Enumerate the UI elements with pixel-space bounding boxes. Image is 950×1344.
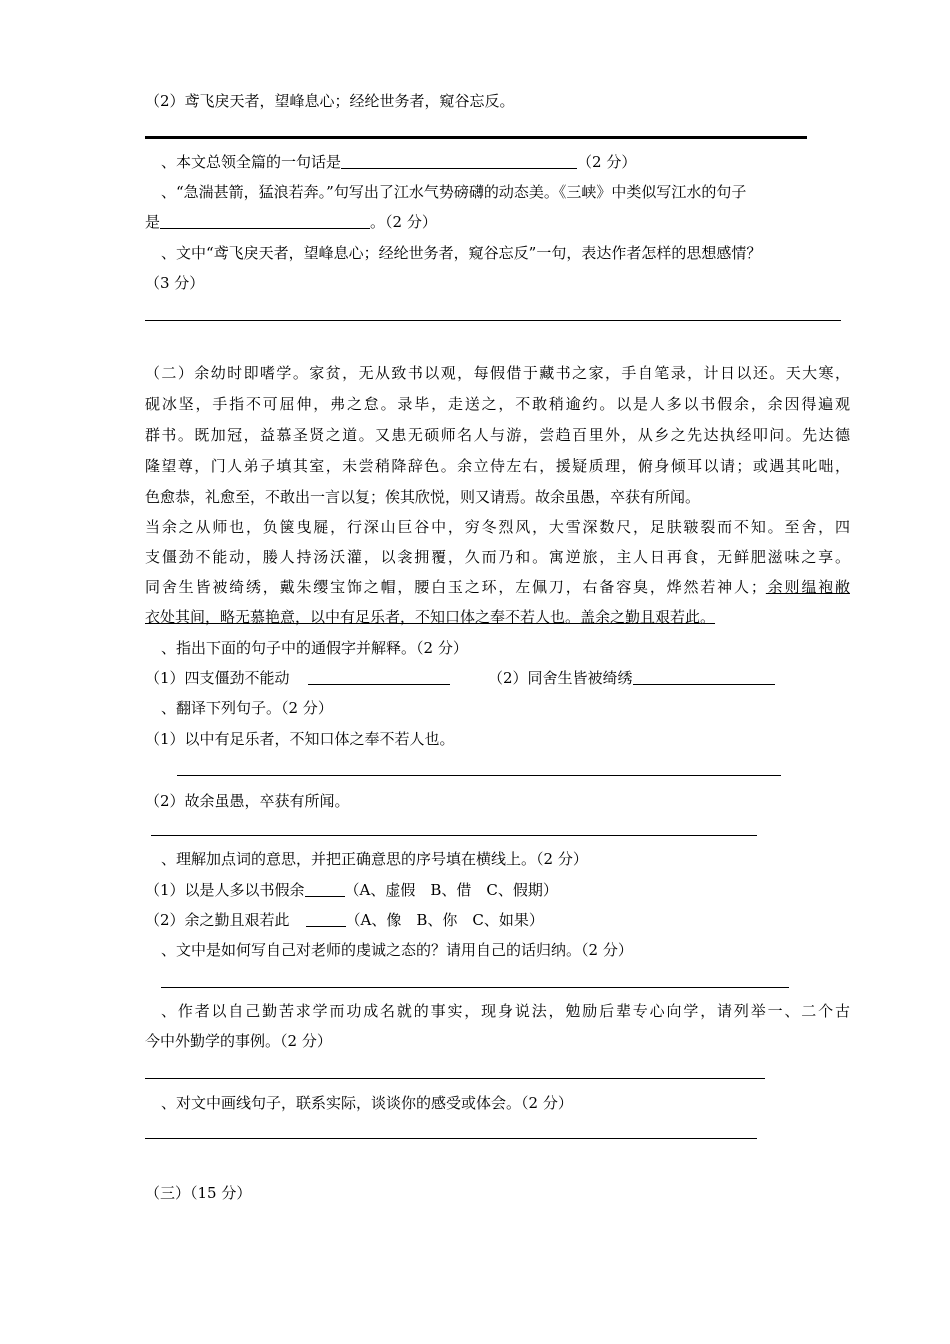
question-text: 、本文总领全篇的一句话是 (161, 153, 342, 171)
question-reflection: 、对文中画线句子，联系实际，谈谈你的感受或体会。（2 分） (161, 1094, 573, 1112)
passage-text: 同舍生皆被绮绣，戴朱缨宝饰之帽，腰白玉之环，左佩刀，右备容臭，烨然若神人； (145, 578, 766, 596)
passage-line: 当余之从师也，负箧曳屣，行深山巨谷中，穷冬烈风，大雪深数尺，足肤皲裂而不知。至舍，四 (145, 518, 850, 536)
passage-line: 群书。既加冠，益慕圣贤之道。又患无硕师名人与游，尝趋百里外，从乡之先达执经叩问。先达德 (145, 426, 850, 444)
tongjiazi-item-2 (488, 668, 775, 688)
passage-line: 色愈恭，礼愈至，不敢出一言以复；俟其欣悦，则又请焉。故余虽愚，卒获有所闻。 (145, 488, 701, 506)
question-summary-sentence (161, 152, 636, 172)
question-river-sentence-line1: 、“急湍甚箭，猛浪若奔。”句写出了江水气势磅礴的动态美。《三峡》中类似写江水的句子 (161, 183, 747, 201)
question-river-sentence-line2 (145, 212, 437, 232)
answer-blank[interactable] (306, 911, 346, 927)
passage-line (145, 607, 715, 627)
question-feelings-line2: （3 分） (145, 274, 205, 292)
passage-line (145, 577, 850, 597)
question-attitude: 、文中是如何写自己对老师的虔诚之态的？请用自己的话归纳。（2 分） (161, 941, 633, 959)
word-meaning-item-2 (145, 910, 544, 930)
item-text: （2）余之勤且艰若此 (145, 911, 290, 929)
question-translate: 、翻译下列句子。（2 分） (161, 699, 333, 717)
answer-line-translate-2[interactable] (151, 835, 757, 836)
options: （A、虚假 B、借 C、假期） (344, 881, 558, 899)
translate-item-2: （2）故余虽愚，卒获有所闻。 (145, 792, 350, 810)
underlined-sentence: 衣处其间，略无慕艳意，以中有足乐者，不知口体之奉不若人也。盖余之勤且艰若此。 (145, 608, 716, 626)
score: （2 分） (577, 153, 637, 171)
answer-line-feelings[interactable] (145, 320, 841, 321)
question-tongjiazi: 、指出下面的句子中的通假字并解释。（2 分） (161, 639, 468, 657)
options: （A、像 B、你 C、如果） (345, 911, 544, 929)
answer-line-reflection[interactable] (145, 1138, 757, 1139)
item-text: （1）以是人多以书假余 (145, 881, 305, 899)
answer-blank[interactable] (633, 669, 775, 685)
tongjiazi-item-1 (145, 668, 450, 688)
translate-item-1: （1）以中有足乐者，不知口体之奉不若人也。 (145, 730, 455, 748)
question-text: 是 (145, 213, 161, 231)
passage-line: 隆望尊，门人弟子填其室，未尝稍降辞色。余立侍左右，援疑质理，俯身倾耳以请；或遇其叱咄， (145, 457, 850, 475)
sentence-2: （2）鸢飞戾天者，望峰息心；经纶世务者，窥谷忘反。 (145, 92, 515, 110)
answer-line-attitude[interactable] (161, 987, 789, 988)
question-examples-line2: 今中外勤学的事例。（2 分） (145, 1032, 332, 1050)
question-examples-line1: 、作者以自己勤苦求学而功成名就的事实，现身说法，勉励后辈专心向学，请列举一、二个古 (161, 1002, 850, 1020)
score: 。（2 分） (370, 213, 437, 231)
answer-blank[interactable] (160, 213, 370, 229)
passage-line: 支僵劲不能动，媵人持汤沃灌，以衾拥覆，久而乃和。寓逆旅，主人日再食，无鲜肥滋味之享。 (145, 548, 850, 566)
answer-line-translation (145, 136, 807, 139)
item-text: （2）同舍生皆被绮绣 (488, 669, 633, 687)
underlined-sentence: 余则缊袍敝 (765, 578, 850, 596)
answer-blank[interactable] (305, 881, 345, 897)
passage-line: 砚冰坚，手指不可屈伸，弗之怠。录毕，走送之，不敢稍逾约。以是人多以书假余，余因得遍观 (145, 395, 850, 413)
word-meaning-item-1 (145, 880, 558, 900)
passage-line: （二）余幼时即嗜学。家贫，无从致书以观，每假借于藏书之家，手自笔录，计日以还。天大寒， (145, 364, 850, 382)
answer-blank[interactable] (308, 669, 450, 685)
question-word-meaning: 、理解加点词的意思，并把正确意思的序号填在横线上。（2 分） (161, 850, 588, 868)
answer-line-translate-1[interactable] (177, 775, 781, 776)
answer-blank[interactable] (341, 153, 577, 169)
section-3-heading: （三）（15 分） (145, 1184, 252, 1202)
answer-line-examples[interactable] (145, 1078, 765, 1079)
item-text: （1）四支僵劲不能动 (145, 669, 290, 687)
question-feelings-line1: 、文中“鸢飞戾天者，望峰息心；经纶世务者，窥谷忘反”一句，表达作者怎样的思想感情？ (161, 244, 762, 262)
